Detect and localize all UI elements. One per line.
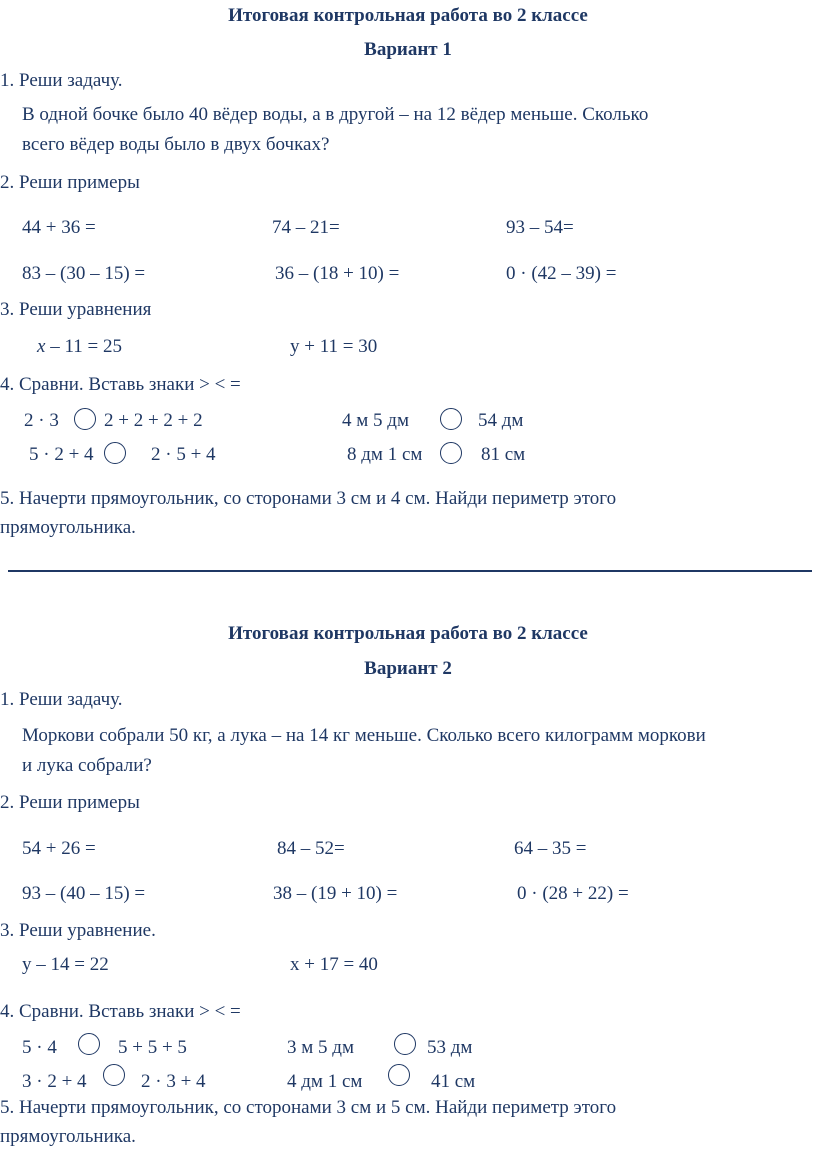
v1-compare-4-right: 81 см [481, 444, 526, 465]
v2-task5-line2: прямоугольника. [0, 1126, 136, 1147]
v1-task5-line1: 5. Начерти прямоугольник, со сторонами 3 см и 4 см. Найди периметр этого [0, 488, 617, 509]
v1-example-2: 74 – 21= [272, 217, 340, 238]
v2-compare-2-right: 53 дм [427, 1037, 473, 1058]
v1-equation-1 [37, 337, 122, 356]
v2-title: Итоговая контрольная работа во 2 классе [228, 623, 588, 644]
v2-example-4: 93 – (40 – 15) = [22, 883, 146, 904]
v2-task4-heading: 4. Сравни. Вставь знаки > < = [0, 1001, 241, 1022]
separator-line [8, 570, 812, 572]
v1-title: Итоговая контрольная работа во 2 классе [228, 5, 588, 26]
v2-compare-4-circle[interactable] [388, 1064, 410, 1086]
v1-compare-1-left: 2 · 3 [24, 410, 59, 431]
v2-task1-heading: 1. Реши задачу. [0, 689, 123, 710]
v1-task3-heading: 3. Реши уравнения [0, 299, 152, 320]
v2-example-2: 84 – 52= [277, 838, 345, 859]
v2-compare-3-circle[interactable] [103, 1064, 125, 1086]
v2-task3-heading: 3. Реши уравнение. [0, 920, 156, 941]
v1-compare-2-left: 4 м 5 дм [342, 410, 409, 431]
v1-task1-text-line2: всего вёдер воды было в двух бочках? [22, 134, 330, 155]
v1-compare-3-right: 2 · 5 + 4 [151, 444, 216, 465]
v1-task2-heading: 2. Реши примеры [0, 172, 140, 193]
v1-compare-4-circle[interactable] [440, 442, 462, 464]
v2-example-6: 0 · (28 + 22) = [517, 883, 629, 904]
v1-task1-heading: 1. Реши задачу. [0, 70, 123, 91]
v1-task5-line2: прямоугольника. [0, 517, 136, 538]
v1-compare-1-circle[interactable] [74, 408, 96, 430]
v1-task1-text-line1: В одной бочке было 40 вёдер воды, а в другой – на 12 вёдер меньше. Сколько [22, 104, 649, 125]
v1-example-1: 44 + 36 = [22, 217, 96, 238]
v2-equation-1: у – 14 = 22 [22, 954, 109, 975]
v2-task5-line1: 5. Начерти прямоугольник, со сторонами 3 см и 5 см. Найди периметр этого [0, 1097, 617, 1118]
v1-variant-heading: Вариант 1 [364, 39, 452, 60]
v1-equation-1-rest: – 11 = 25 [45, 336, 122, 357]
v1-compare-4-left: 8 дм 1 см [347, 444, 423, 465]
v2-compare-3-right: 2 · 3 + 4 [141, 1071, 206, 1092]
v2-equation-2: x + 17 = 40 [290, 954, 378, 975]
v2-example-3: 64 – 35 = [514, 838, 587, 859]
v1-compare-3-circle[interactable] [104, 442, 126, 464]
v1-example-6: 0 · (42 – 39) = [506, 263, 617, 284]
v2-compare-4-right: 41 см [431, 1071, 476, 1092]
v1-compare-1-right: 2 + 2 + 2 + 2 [104, 410, 203, 431]
v1-compare-2-right: 54 дм [478, 410, 524, 431]
v2-variant-heading: Вариант 2 [364, 658, 452, 679]
v2-compare-2-left: 3 м 5 дм [287, 1037, 354, 1058]
v2-compare-1-right: 5 + 5 + 5 [118, 1037, 187, 1058]
v1-task4-heading: 4. Сравни. Вставь знаки > < = [0, 374, 241, 395]
v2-example-1: 54 + 26 = [22, 838, 96, 859]
v2-compare-1-left: 5 · 4 [22, 1037, 57, 1058]
v2-compare-3-left: 3 · 2 + 4 [22, 1071, 87, 1092]
v1-example-4: 83 – (30 – 15) = [22, 263, 146, 284]
v2-compare-2-circle[interactable] [394, 1033, 416, 1055]
v1-compare-2-circle[interactable] [440, 408, 462, 430]
v1-example-3: 93 – 54= [506, 217, 574, 238]
v2-compare-1-circle[interactable] [78, 1033, 100, 1055]
v2-example-5: 38 – (19 + 10) = [273, 883, 398, 904]
v2-task1-text-line1: Моркови собрали 50 кг, а лука – на 14 кг меньше. Сколько всего килограмм моркови [22, 725, 706, 746]
v2-task1-text-line2: и лука собрали? [22, 755, 152, 776]
v1-example-5: 36 – (18 + 10) = [275, 263, 400, 284]
v2-compare-4-left: 4 дм 1 см [287, 1071, 363, 1092]
v2-task2-heading: 2. Реши примеры [0, 792, 140, 813]
v1-compare-3-left: 5 · 2 + 4 [29, 444, 94, 465]
v1-equation-2: у + 11 = 30 [290, 336, 378, 357]
v1-equation-1-variable: x [37, 336, 46, 357]
